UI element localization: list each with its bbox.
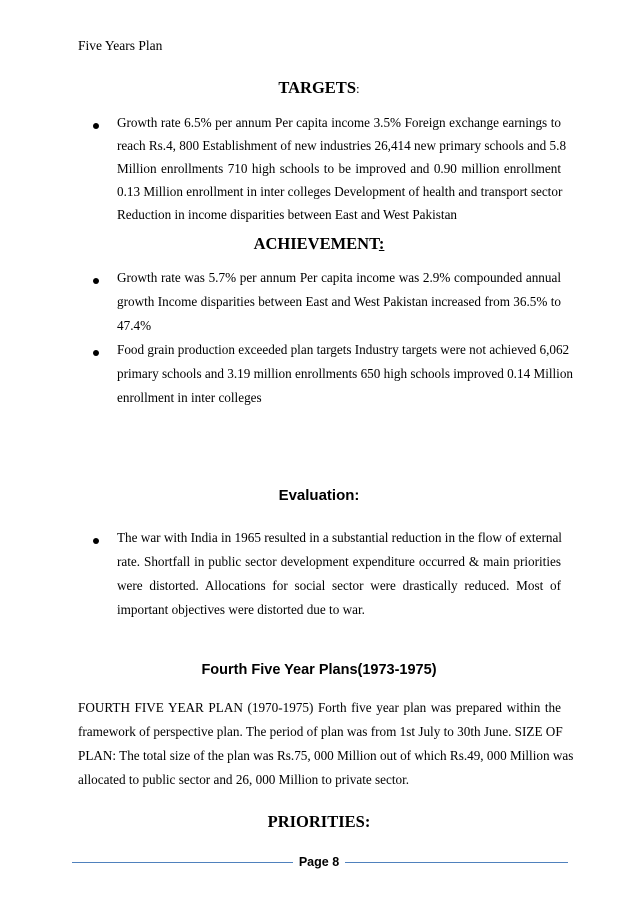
achievement-line: 47.4% [117, 318, 152, 333]
targets-heading [0, 78, 638, 98]
achievement-line: Growth rate was 5.7% per annum Per capita income was 2.9% compounded annual [117, 270, 561, 285]
targets-title: TARGETS [278, 78, 356, 97]
targets-colon: : [356, 81, 360, 96]
page-number [0, 855, 638, 869]
achievement-title: ACHIEVEMENT [253, 234, 379, 253]
evaluation-heading: Evaluation: [278, 487, 360, 504]
targets-line: Reduction in income disparities between East and West Pakistan [117, 207, 458, 222]
bullet-icon [93, 350, 99, 356]
achievement-colon: : [378, 234, 385, 253]
priorities-heading: PRIORITIES: [267, 812, 371, 831]
targets-line: reach Rs.4, 800 Establishment of new industries 26,414 new primary schools and 5.8 [117, 138, 567, 153]
targets-line: 0.13 Million enrollment in inter colleges Development of health and transport sector [117, 184, 563, 199]
fourth-plan-line: PLAN: The total size of the plan was Rs.75, 000 Million out of which Rs.49, 000 Million was [78, 748, 574, 763]
fourth-plan-line: FOURTH FIVE YEAR PLAN (1970-1975) Forth five year plan was prepared within the [78, 700, 561, 715]
achievement-line: Food grain production exceeded plan targets Industry targets were not achieved 6,062 [117, 342, 570, 357]
evaluation-line: rate. Shortfall in public sector development expenditure occurred & main priorities [117, 554, 561, 569]
achievement-heading [0, 234, 638, 254]
fourth-plan-heading: Fourth Five Year Plans(1973-1975) [201, 662, 437, 678]
page-number-label: Page 8 [293, 855, 345, 869]
evaluation-line: important objectives were distorted due to war. [117, 602, 365, 617]
bullet-icon [93, 278, 99, 284]
fourth-plan-line: allocated to public sector and 26, 000 Million to private sector. [78, 772, 410, 787]
achievement-line: primary schools and 3.19 million enrollments 650 high schools improved 0.14 Million [117, 366, 574, 381]
achievement-line: enrollment in inter colleges [117, 390, 262, 405]
evaluation-line: The war with India in 1965 resulted in a substantial reduction in the flow of external [117, 530, 562, 545]
bullet-icon [93, 123, 99, 129]
targets-line: Growth rate 6.5% per annum Per capita income 3.5% Foreign exchange earnings to [117, 115, 561, 130]
evaluation-line: were distorted. Allocations for social sector were drastically reduced. Most of [117, 578, 561, 593]
targets-line: Million enrollments 710 high schools to be improved and 0.90 million enrollment [117, 161, 561, 176]
fourth-plan-line: framework of perspective plan. The period of plan was from 1st July to 30th June. SIZE OF [78, 724, 563, 739]
bullet-icon [93, 538, 99, 544]
achievement-line: growth Income disparities between East and West Pakistan increased from 36.5% to [117, 294, 561, 309]
running-header: Five Years Plan [78, 38, 163, 53]
